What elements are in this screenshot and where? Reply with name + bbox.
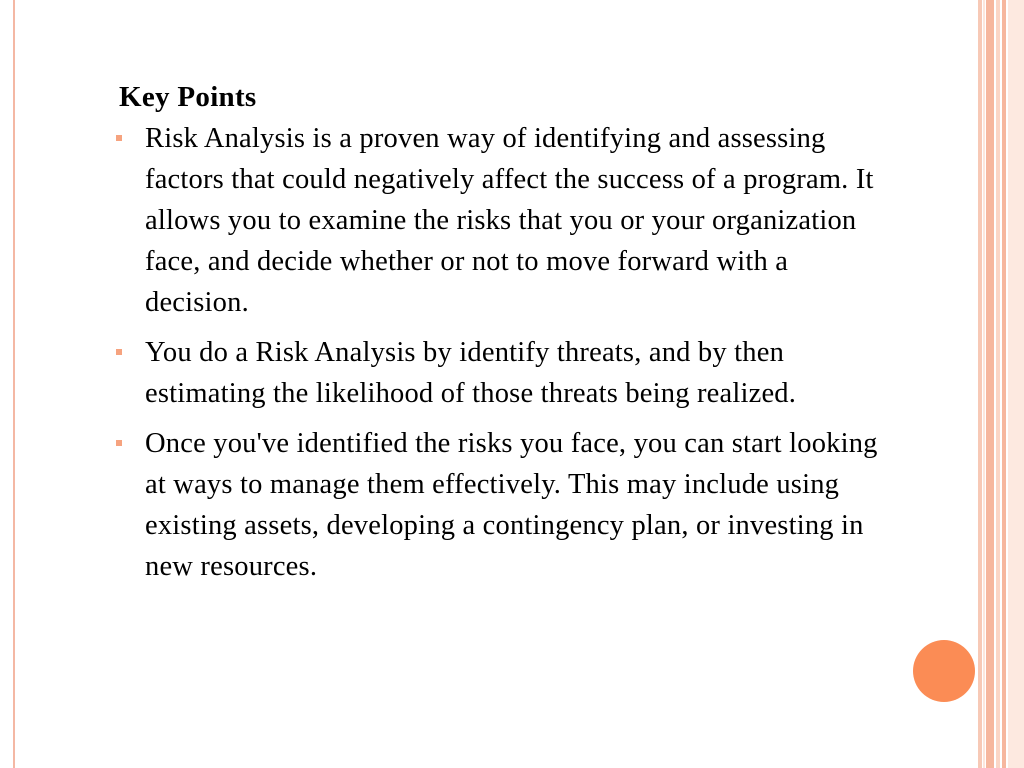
list-item: [110, 332, 880, 414]
list-item-text: You do a Risk Analysis by identify threats, and by then estimating the likelihood of those threats being realized.: [145, 337, 797, 409]
list-item: [110, 423, 880, 587]
slide-heading: Key Points: [119, 81, 257, 113]
decorative-stripe: [978, 0, 982, 768]
decorative-stripe: [996, 0, 1000, 768]
decorative-stripe: [983, 0, 985, 768]
slide-content: [110, 78, 880, 596]
square-bullet-icon: [116, 349, 122, 355]
decorative-circle: [913, 640, 975, 702]
decorative-stripe: [1002, 0, 1006, 768]
decorative-stripe: [986, 0, 994, 768]
list-item-text: Risk Analysis is a proven way of identifying and assessing factors that could negatively affect the success of a program. It allows you to examine the risks that you or your organization face, and decide whether or not to move forward with a decision.: [145, 123, 874, 318]
left-border-line: [13, 0, 15, 768]
key-points-list: [110, 118, 880, 587]
square-bullet-icon: [116, 440, 122, 446]
square-bullet-icon: [116, 135, 122, 141]
list-item: [110, 118, 880, 323]
decorative-stripe: [1008, 0, 1024, 768]
list-item-text: Once you've identified the risks you face, you can start looking at ways to manage them effectively. This may include using existing assets, developing a contingency plan, or investing in new resources.: [145, 428, 878, 582]
